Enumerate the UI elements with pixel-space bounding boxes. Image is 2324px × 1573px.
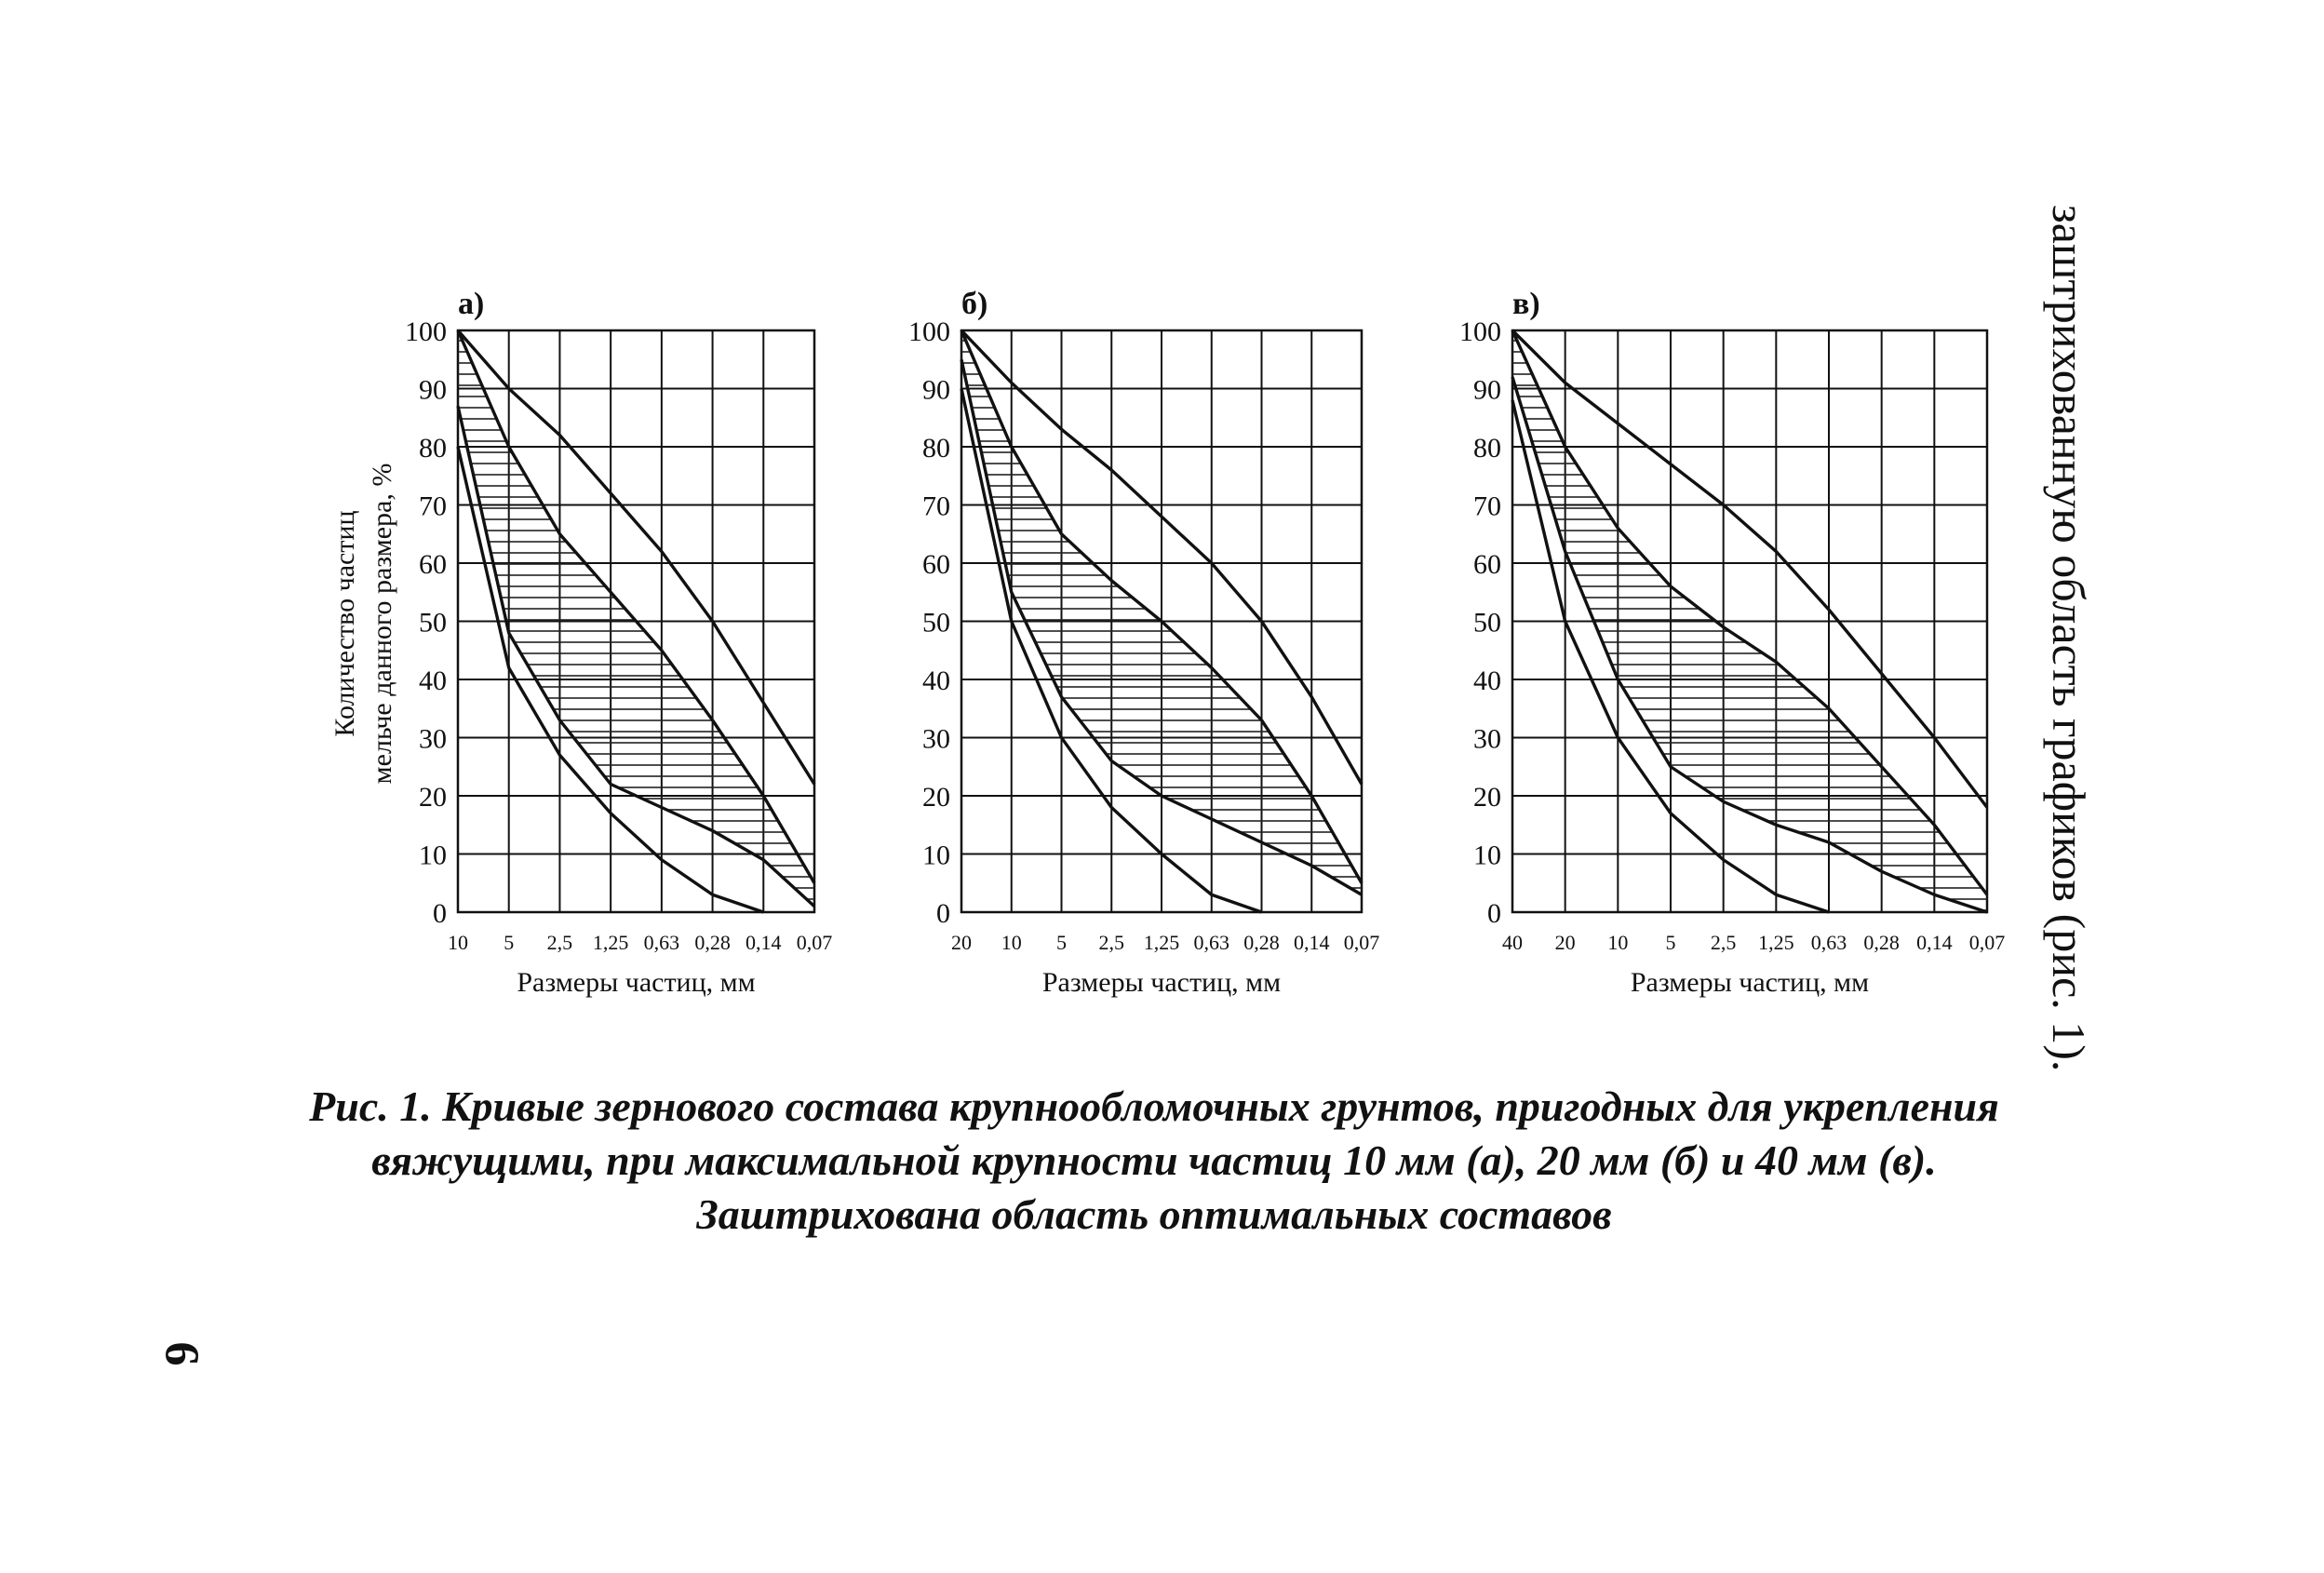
y-tick-label: 50 bbox=[419, 607, 447, 639]
y-tick-label: 60 bbox=[1473, 549, 1501, 580]
x-tick-label: 0,28 bbox=[1863, 931, 1900, 954]
y-tick-label: 10 bbox=[922, 840, 950, 871]
y-tick-label: 40 bbox=[419, 666, 447, 696]
y-tick-label: 60 bbox=[922, 549, 950, 580]
x-tick-label: 0,28 bbox=[1243, 931, 1280, 954]
y-tick-label: 20 bbox=[922, 782, 950, 813]
x-tick-label: 0,28 bbox=[694, 931, 731, 954]
x-tick-label: 5 bbox=[1056, 931, 1067, 954]
optimal-zone-hatch bbox=[458, 330, 814, 907]
y-tick-label: 30 bbox=[1473, 723, 1501, 755]
x-tick-label: 5 bbox=[504, 931, 515, 954]
side-note bbox=[2038, 205, 2113, 1072]
y-tick-label: 70 bbox=[1473, 491, 1501, 522]
x-tick-label: 2,5 bbox=[546, 931, 573, 954]
chart-panel-3 bbox=[1459, 287, 2005, 998]
x-tick-label: 1,25 bbox=[1758, 931, 1794, 954]
x-tick-label: 0,63 bbox=[1193, 931, 1229, 954]
x-tick-label: 5 bbox=[1665, 931, 1676, 954]
x-axis-title: Размеры частиц, мм bbox=[1630, 967, 1870, 998]
panel-label: в) bbox=[1512, 287, 1540, 321]
y-tick-label: 80 bbox=[922, 433, 950, 464]
side-note-text: заштрихованную область графиков (рис. 1). bbox=[2043, 205, 2095, 1072]
x-tick-label: 1,25 bbox=[592, 931, 629, 954]
y-tick-label: 90 bbox=[1473, 374, 1501, 406]
y-tick-label: 50 bbox=[1473, 607, 1501, 639]
y-tick-label: 90 bbox=[922, 374, 950, 406]
x-tick-label: 40 bbox=[1502, 931, 1523, 954]
y-tick-label: 40 bbox=[1473, 666, 1501, 696]
y-tick-label: 0 bbox=[433, 898, 447, 929]
x-tick-label: 0,14 bbox=[1916, 931, 1953, 954]
y-tick-label: 20 bbox=[419, 782, 447, 813]
y-tick-label: 30 bbox=[419, 723, 447, 755]
x-tick-label: 0,14 bbox=[746, 931, 782, 954]
page-number bbox=[154, 1326, 209, 1382]
x-tick-label: 20 bbox=[1554, 931, 1576, 954]
y-tick-label: 30 bbox=[922, 723, 950, 755]
y-tick-label: 100 bbox=[908, 316, 950, 347]
y-tick-label: 0 bbox=[936, 898, 950, 929]
x-tick-label: 0,14 bbox=[1294, 931, 1330, 954]
figure-caption: Рис. 1. Кривые зернового состава крупнообломочных грунтов, пригодных для укрепления вяжущими, при максимальной крупности частиц 10 мм (а), 20 мм (б) и 40 мм (в). Заштрихована область оптимальных составов bbox=[309, 1082, 1999, 1238]
y-axis-title-line2: мельче данного размера, % bbox=[367, 463, 397, 785]
panel-label: б) bbox=[961, 287, 988, 321]
chart-panel-2 bbox=[908, 287, 1379, 998]
y-tick-label: 40 bbox=[922, 666, 950, 696]
x-tick-label: 10 bbox=[1001, 931, 1022, 954]
y-axis-title-line1: Количество частиц bbox=[329, 510, 360, 737]
y-tick-label: 50 bbox=[922, 607, 950, 639]
y-tick-label: 20 bbox=[1473, 782, 1501, 813]
y-tick-label: 60 bbox=[419, 549, 447, 580]
page-number-text: 6 bbox=[154, 1341, 208, 1366]
x-tick-label: 0,07 bbox=[1968, 931, 2006, 954]
x-axis-title: Размеры частиц, мм bbox=[1041, 967, 1282, 998]
y-tick-label: 100 bbox=[1459, 316, 1501, 347]
x-tick-label: 2,5 bbox=[1710, 931, 1737, 954]
y-tick-label: 80 bbox=[1473, 433, 1501, 464]
y-tick-label: 90 bbox=[419, 374, 447, 406]
x-tick-label: 0,63 bbox=[643, 931, 680, 954]
x-tick-label: 1,25 bbox=[1143, 931, 1180, 954]
x-tick-label: 0,63 bbox=[1810, 931, 1847, 954]
x-tick-label: 0,07 bbox=[1343, 931, 1380, 954]
y-tick-label: 80 bbox=[419, 433, 447, 464]
y-tick-label: 0 bbox=[1487, 898, 1501, 929]
chart-panel-1 bbox=[405, 287, 832, 998]
x-axis-title: Размеры частиц, мм bbox=[517, 967, 756, 998]
panel-label: а) bbox=[458, 287, 485, 321]
x-tick-label: 0,07 bbox=[796, 931, 833, 954]
x-tick-label: 10 bbox=[1607, 931, 1629, 954]
x-tick-label: 20 bbox=[951, 931, 972, 954]
y-tick-label: 100 bbox=[405, 316, 447, 347]
y-tick-label: 10 bbox=[1473, 840, 1501, 871]
x-tick-label: 10 bbox=[448, 931, 468, 954]
x-tick-label: 2,5 bbox=[1098, 931, 1124, 954]
y-tick-label: 10 bbox=[419, 840, 447, 871]
y-tick-label: 70 bbox=[419, 491, 447, 522]
y-tick-label: 70 bbox=[922, 491, 950, 522]
